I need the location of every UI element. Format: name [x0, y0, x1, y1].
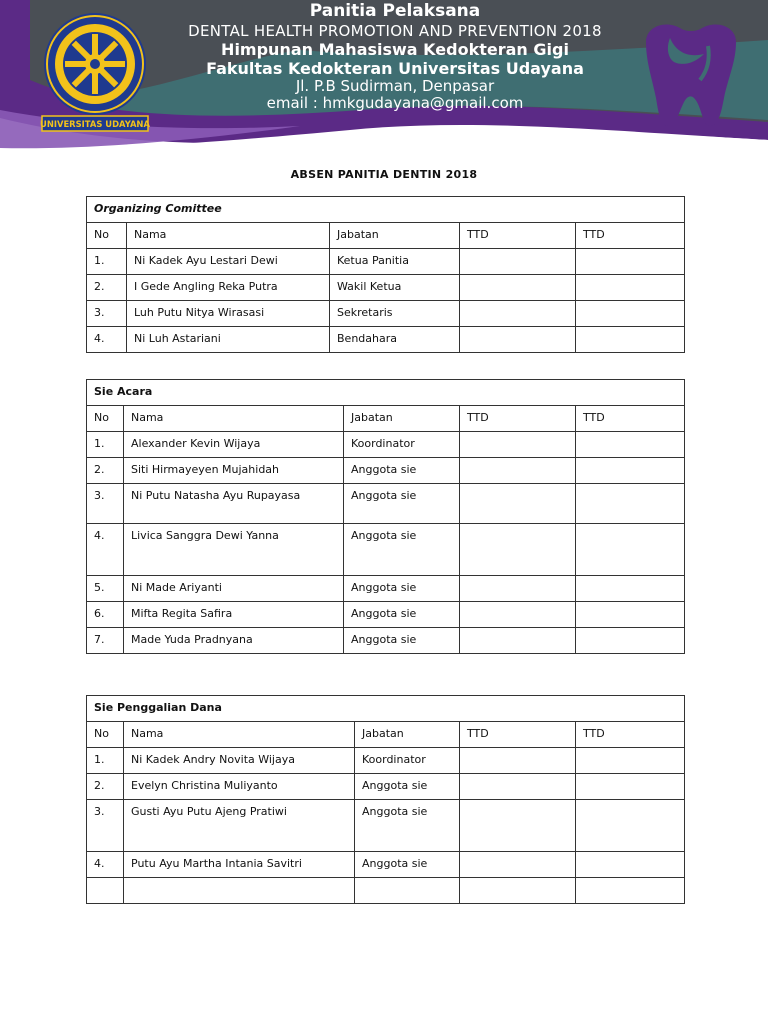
cell-nama: Evelyn Christina Muliyanto [124, 774, 355, 800]
table-row [87, 524, 685, 576]
cell-nama: Siti Hirmayeyen Mujahidah [124, 458, 344, 484]
cell-ttd-1[interactable] [460, 748, 576, 774]
table-row [87, 301, 685, 327]
cell-no: 2. [87, 458, 124, 484]
section-title: Sie Acara [87, 380, 685, 406]
table-section-row [87, 380, 685, 406]
header-ttd: TTD [460, 223, 576, 249]
cell-ttd-2[interactable] [576, 628, 685, 654]
cell-jabatan: Anggota sie [355, 852, 460, 878]
table-row [87, 432, 685, 458]
cell-ttd-1[interactable] [460, 800, 576, 852]
cell-nama: Ni Kadek Ayu Lestari Dewi [127, 249, 330, 275]
event-name: DENTAL HEALTH PROMOTION AND PREVENTION 2018 [188, 22, 602, 40]
cell-ttd-2[interactable] [576, 524, 685, 576]
table-section-row [87, 696, 685, 722]
cell-jabatan: Bendahara [330, 327, 460, 353]
cell-no: 1. [87, 432, 124, 458]
cell-no: 3. [87, 301, 127, 327]
cell-no: 3. [87, 800, 124, 852]
header-ttd: TTD [460, 722, 576, 748]
section-title: Sie Penggalian Dana [87, 696, 685, 722]
cell-nama: I Gede Angling Reka Putra [127, 275, 330, 301]
table-header-row [87, 722, 685, 748]
cell-nama [124, 878, 355, 904]
cell-jabatan: Anggota sie [344, 576, 460, 602]
cell-no: 4. [87, 327, 127, 353]
table-header-row [87, 223, 685, 249]
header-ttd: TTD [576, 406, 685, 432]
seal-logo-text: UNIVERSITAS UDAYANA [40, 119, 150, 129]
sie-acara-table [86, 379, 685, 654]
cell-ttd-2[interactable] [576, 249, 685, 275]
cell-jabatan: Wakil Ketua [330, 275, 460, 301]
cell-nama: Ni Made Ariyanti [124, 576, 344, 602]
header-no: No [87, 406, 124, 432]
cell-jabatan [355, 878, 460, 904]
table-section-row [87, 197, 685, 223]
header-nama: Nama [124, 406, 344, 432]
table-row [87, 327, 685, 353]
cell-no: 1. [87, 249, 127, 275]
cell-nama: Ni Kadek Andry Novita Wijaya [124, 748, 355, 774]
cell-ttd-2[interactable] [576, 301, 685, 327]
cell-ttd-1[interactable] [460, 602, 576, 628]
cell-ttd-1[interactable] [460, 774, 576, 800]
cell-ttd-2[interactable] [576, 458, 685, 484]
table-header-row [87, 406, 685, 432]
header-jabatan: Jabatan [355, 722, 460, 748]
cell-no [87, 878, 124, 904]
cell-ttd-2[interactable] [576, 327, 685, 353]
table-row [87, 458, 685, 484]
cell-ttd-2[interactable] [576, 576, 685, 602]
header-ttd: TTD [576, 722, 685, 748]
cell-ttd-2[interactable] [576, 602, 685, 628]
cell-jabatan: Koordinator [344, 432, 460, 458]
cell-no: 2. [87, 774, 124, 800]
table-row [87, 275, 685, 301]
header-no: No [87, 722, 124, 748]
cell-jabatan: Ketua Panitia [330, 249, 460, 275]
faculty-name: Fakultas Kedokteran Universitas Udayana [206, 59, 584, 78]
cell-ttd-2[interactable] [576, 774, 685, 800]
cell-nama: Mifta Regita Safira [124, 602, 344, 628]
cell-ttd-2[interactable] [576, 852, 685, 878]
table-row [87, 249, 685, 275]
cell-no: 1. [87, 748, 124, 774]
letterhead [0, 0, 768, 170]
cell-no: 2. [87, 275, 127, 301]
cell-jabatan: Anggota sie [344, 484, 460, 524]
cell-no: 3. [87, 484, 124, 524]
university-seal-icon [38, 12, 152, 132]
cell-no: 7. [87, 628, 124, 654]
table-row [87, 602, 685, 628]
cell-jabatan: Koordinator [355, 748, 460, 774]
cell-nama: Ni Luh Astariani [127, 327, 330, 353]
cell-ttd-1[interactable] [460, 327, 576, 353]
letterhead-text [160, 0, 630, 112]
cell-nama: Ni Putu Natasha Ayu Rupayasa [124, 484, 344, 524]
cell-jabatan: Anggota sie [355, 800, 460, 852]
organizing-committee-table [86, 196, 685, 353]
cell-ttd-2[interactable] [576, 878, 685, 904]
header-jabatan: Jabatan [330, 223, 460, 249]
header-no: No [87, 223, 127, 249]
cell-ttd-2[interactable] [576, 484, 685, 524]
header-ttd: TTD [460, 406, 576, 432]
cell-nama: Gusti Ayu Putu Ajeng Pratiwi [124, 800, 355, 852]
table-row [87, 774, 685, 800]
cell-ttd-1[interactable] [460, 878, 576, 904]
table-row [87, 484, 685, 524]
section-title: Organizing Comittee [87, 197, 685, 223]
cell-ttd-1[interactable] [460, 484, 576, 524]
cell-jabatan: Anggota sie [344, 628, 460, 654]
cell-ttd-1[interactable] [460, 249, 576, 275]
table-row [87, 800, 685, 852]
header-nama: Nama [124, 722, 355, 748]
cell-ttd-2[interactable] [576, 275, 685, 301]
header-nama: Nama [127, 223, 330, 249]
cell-ttd-1[interactable] [460, 301, 576, 327]
cell-ttd-2[interactable] [576, 432, 685, 458]
cell-jabatan: Anggota sie [355, 774, 460, 800]
cell-jabatan: Anggota sie [344, 602, 460, 628]
cell-jabatan: Anggota sie [344, 524, 460, 576]
cell-nama: Putu Ayu Martha Intania Savitri [124, 852, 355, 878]
cell-ttd-1[interactable] [460, 432, 576, 458]
cell-ttd-1[interactable] [460, 458, 576, 484]
cell-jabatan: Sekretaris [330, 301, 460, 327]
cell-nama: Made Yuda Pradnyana [124, 628, 344, 654]
cell-ttd-1[interactable] [460, 524, 576, 576]
table-row [87, 576, 685, 602]
header-ttd: TTD [576, 223, 685, 249]
table-row [87, 748, 685, 774]
tooth-logo-icon [636, 18, 746, 130]
cell-ttd-1[interactable] [460, 275, 576, 301]
cell-ttd-2[interactable] [576, 748, 685, 774]
cell-ttd-2[interactable] [576, 800, 685, 852]
cell-no: 5. [87, 576, 124, 602]
cell-nama: Livica Sanggra Dewi Yanna [124, 524, 344, 576]
address: Jl. P.B Sudirman, Denpasar [295, 77, 495, 95]
cell-ttd-1[interactable] [460, 628, 576, 654]
header-jabatan: Jabatan [344, 406, 460, 432]
cell-nama: Luh Putu Nitya Wirasasi [127, 301, 330, 327]
cell-no: 6. [87, 602, 124, 628]
sie-penggalian-dana-table [86, 695, 685, 904]
organization-name: Himpunan Mahasiswa Kedokteran Gigi [221, 40, 569, 59]
cell-no: 4. [87, 524, 124, 576]
table-row [87, 878, 685, 904]
cell-ttd-1[interactable] [460, 852, 576, 878]
cell-jabatan: Anggota sie [344, 458, 460, 484]
organizer-title: Panitia Pelaksana [309, 1, 481, 21]
cell-no: 4. [87, 852, 124, 878]
table-row [87, 852, 685, 878]
email: email : hmkgudayana@gmail.com [266, 94, 524, 112]
document-title: ABSEN PANITIA DENTIN 2018 [290, 168, 478, 181]
cell-nama: Alexander Kevin Wijaya [124, 432, 344, 458]
cell-ttd-1[interactable] [460, 576, 576, 602]
table-row [87, 628, 685, 654]
